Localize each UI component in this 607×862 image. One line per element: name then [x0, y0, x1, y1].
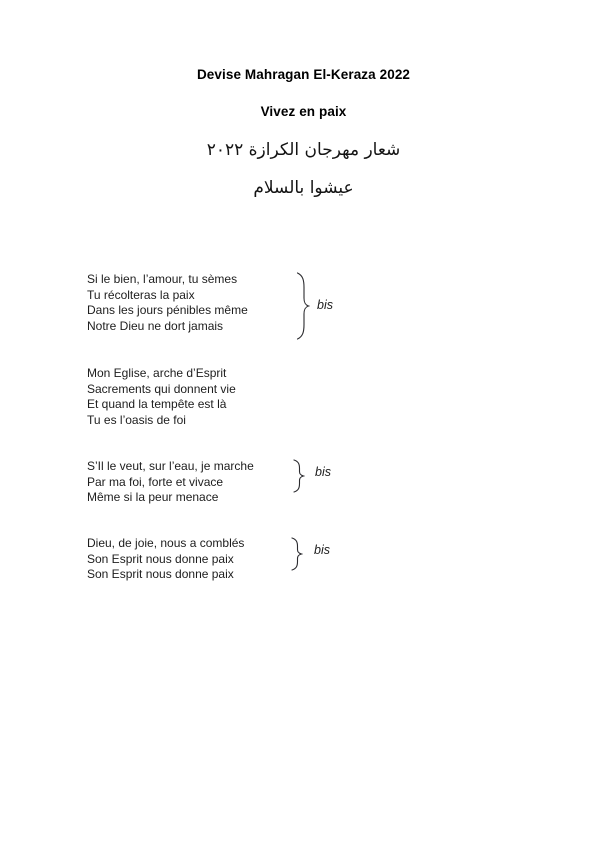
- verse-line: Tu es l’oasis de foi: [87, 412, 186, 427]
- verse-4: [87, 536, 244, 583]
- verse-line: Par ma foi, forte et vivace: [87, 474, 224, 489]
- verse-line: Même si la peur menace: [87, 490, 219, 504]
- repeat-brace-icon: [293, 459, 305, 493]
- bis-label: bis: [314, 543, 330, 557]
- arabic-subtitle: عيشوا بالسلام: [253, 178, 354, 198]
- verse-line: Dieu, de joie, nous a comblés: [87, 536, 245, 550]
- verse-line: S’Il le veut, sur l’eau, je marche: [87, 459, 254, 473]
- verse-line: Et quand la tempête est là: [87, 397, 227, 411]
- repeat-brace-icon: [291, 537, 303, 571]
- verse-line: Tu récolteras la paix: [87, 287, 195, 302]
- verse-line: Si le bien, l’amour, tu sèmes: [87, 272, 238, 286]
- verse-line: Sacrements qui donnent vie: [87, 381, 236, 396]
- document-subtitle: Vivez en paix: [260, 104, 347, 119]
- verse-line: Notre Dieu ne dort jamais: [87, 318, 224, 333]
- verse-line: Mon Eglise, arche d’Esprit: [87, 366, 227, 380]
- arabic-title: شعار مهرجان الكرازة ٢٠٢٢: [206, 140, 401, 160]
- verse-1: [87, 272, 248, 334]
- document-title: Devise Mahragan El-Keraza 2022: [196, 67, 411, 82]
- bis-label: bis: [317, 298, 333, 312]
- verse-line: Son Esprit nous donne paix: [87, 551, 234, 566]
- verse-line: Son Esprit nous donne paix: [87, 567, 234, 581]
- repeat-brace-icon: [296, 272, 310, 340]
- verse-2: [87, 366, 236, 428]
- bis-label: bis: [315, 465, 331, 479]
- verse-3: [87, 459, 254, 506]
- verse-line: Dans les jours pénibles même: [87, 303, 248, 317]
